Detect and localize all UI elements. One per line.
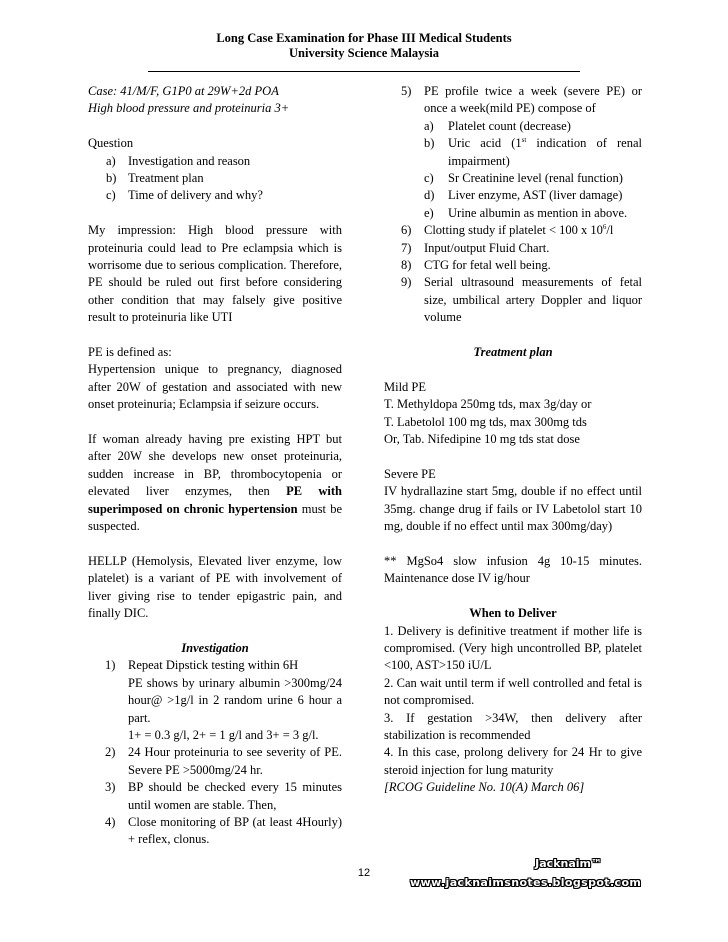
mgso4-text: ** MgSo4 slow infusion 4g 10-15 minutes. Maintenance dose IV ig/hour [384,553,642,586]
header-rule [148,71,580,72]
pe-profile-item: c) Sr Creatinine level (renal function) [424,171,623,186]
website-link[interactable]: www.jacknaimsnotes.blogspot.com [410,876,642,889]
mild-pe-title: Mild PE [384,379,427,394]
left-column [88,83,342,849]
pe-profile-item: b) Uric acid (1st indication of renal impairment) [424,136,642,168]
investigation-item-5: 5) PE profile twice a week (severe PE) or once a week(mild PE) compose of [401,84,642,116]
mild-pe-line: T. Methyldopa 250mg tds, max 3g/day or [384,397,592,412]
pe-profile-item: d) Liver enzyme, AST (liver damage) [424,188,623,203]
investigation-item: 1) Repeat Dipstick testing within 6H [105,658,299,673]
question-item: c) Time of delivery and why? [106,188,263,203]
header-title: Long Case Examination for Phase III Medical Students [216,31,512,45]
mild-pe-line: T. Labetolol 100 mg tds, max 300mg tds [384,414,587,429]
pe-definition-text: Hypertension unique to pregnancy, diagnosed after 20W of gestation and associated with new onset proteinuria; Eclampsia if seizure occurs. [88,362,342,412]
superimposed-paragraph: If woman already having pre existing HPT but after 20W she develops new onset proteinuria, sudden increase in BP, thrombocytopenia or elevated liver enzymes, then PE with superimposed on chronic hypertension must be suspected. [88,432,343,534]
deliver-point-4: 4. In this case, prolong delivery for 24 Hr to give steroid injection for lung maturity [384,745,642,777]
pe-profile-item: a) Platelet count (decrease) [424,118,571,133]
severe-pe-title: Severe PE [384,466,436,481]
investigation-item: 9) Serial ultrasound measurements of fetal size, umbilical artery Doppler and liquor volume [401,275,642,325]
investigation-item: 1+ = 0.3 g/l, 2+ = 1 g/l and 3+ = 3 g/l. [128,727,319,742]
page-number: 12 [357,867,371,879]
investigation-item: 4) Close monitoring of BP (at least 4Hourly) + reflex, clonus. [105,814,342,847]
page-header [0,31,728,61]
investigation-item: 8) CTG for fetal well being. [401,258,551,273]
investigation-item: PE shows by urinary albumin >300mg/24 hour@ >1g/l in 2 random urine 6 hour a part. [128,675,342,725]
deliver-point-2: 2. Can wait until term if well controlled and fetal is not compromised. [384,675,642,708]
question-item: b) Treatment plan [106,171,204,186]
right-column [384,83,642,797]
brand-logo: Jacknaim™ [535,857,602,870]
investigation-item-6: 6) Clotting study if platelet < 100 x $10^6/l$ [401,223,614,238]
deliver-point-3: 3. If gestation >34W, then delivery after stabilization is recommended [384,710,642,742]
investigation-item: 2) 24 Hour proteinuria to see severity of PE. Severe PE >5000mg/24 hr. [105,745,342,777]
treatment-plan-title: Treatment plan [473,345,553,360]
investigation-item: 3) BP should be checked every 15 minutes until women are stable. Then, [105,780,342,812]
deliver-point-1: 1. Delivery is definitive treatment if mother life is compromised. (Very high uncontrolled BP, platelet <100, AST>150 iU/L [384,623,642,673]
case-line-1: Case: 41/M/F, G1P0 at 29W+2d POA [88,84,279,98]
investigation-item: 7) Input/output Fluid Chart. [401,240,550,255]
when-to-deliver-title: When to Deliver [469,606,557,621]
severe-pe-text: IV hydrallazine start 5mg, double if no effect until 35mg. change drug if fails or IV Labetolol start 10 mg, double if no effect until max 300mg/day) [384,484,642,534]
pe-definition-title: PE is defined as: [88,345,172,360]
impression-paragraph: My impression: High blood pressure with proteinuria could lead to Pre eclampsia which is worrisome due to serious complication. Therefore, PE should be ruled out first before considering other condition that may falsely give positive result to proteinuria like UTI [88,223,342,325]
pe-profile-item: e) Urine albumin as mention in above. [424,205,628,220]
hellp-paragraph: HELLP (Hemolysis, Elevated liver enzyme, low platelet) is a variant of PE with involvement of liver giving rise to tender epigastric pain, and finally DIC. [88,553,342,621]
header-subtitle: University Science Malaysia [289,46,439,60]
reference-citation: [RCOG Guideline No. 10(A) March 06] [384,780,585,795]
question-item: a) Investigation and reason [106,153,251,168]
mild-pe-line: Or, Tab. Nifedipine 10 mg tds stat dose [384,432,580,447]
investigation-title: Investigation [181,640,249,655]
question-title: Question [88,136,134,151]
case-line-2: High blood pressure and proteinuria 3+ [88,101,290,116]
